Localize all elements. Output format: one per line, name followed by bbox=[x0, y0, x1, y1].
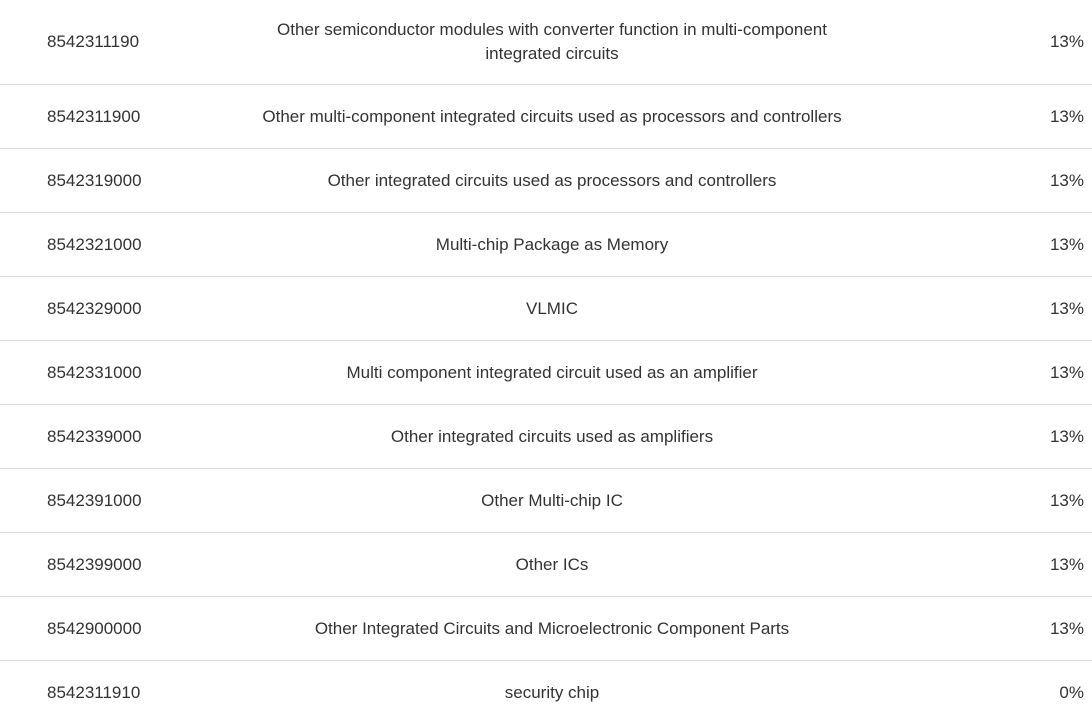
tax-rate-cell: 13% bbox=[914, 469, 1092, 533]
description-cell: Multi-chip Package as Memory bbox=[190, 213, 914, 277]
tax-rate-cell: 13% bbox=[914, 277, 1092, 341]
hs-code-cell: 8542311900 bbox=[0, 85, 190, 149]
tax-rate-cell: 13% bbox=[914, 341, 1092, 405]
hs-code-cell: 8542311910 bbox=[0, 661, 190, 724]
description-cell: security chip bbox=[190, 661, 914, 724]
description-cell: VLMIC bbox=[190, 277, 914, 341]
description-cell: Other ICs bbox=[190, 533, 914, 597]
description-cell: Other semiconductor modules with converter function in multi-component integrated circuits bbox=[190, 0, 914, 85]
hs-code-cell: 8542900000 bbox=[0, 597, 190, 661]
tax-rate-cell: 13% bbox=[914, 149, 1092, 213]
tax-rate-cell: 13% bbox=[914, 533, 1092, 597]
description-cell: Other integrated circuits used as amplifiers bbox=[190, 405, 914, 469]
table-row bbox=[0, 149, 1092, 213]
table-row bbox=[0, 213, 1092, 277]
table-row bbox=[0, 533, 1092, 597]
table-row bbox=[0, 277, 1092, 341]
hs-code-cell: 8542339000 bbox=[0, 405, 190, 469]
table-row bbox=[0, 0, 1092, 85]
hs-code-cell: 8542319000 bbox=[0, 149, 190, 213]
hs-code-cell: 8542321000 bbox=[0, 213, 190, 277]
tax-rate-cell: 13% bbox=[914, 85, 1092, 149]
tax-rate-cell: 13% bbox=[914, 0, 1092, 85]
tax-rate-cell: 13% bbox=[914, 213, 1092, 277]
tax-rate-cell: 0% bbox=[914, 661, 1092, 724]
table-row bbox=[0, 661, 1092, 724]
description-cell: Other Integrated Circuits and Microelectronic Component Parts bbox=[190, 597, 914, 661]
hs-code-cell: 8542331000 bbox=[0, 341, 190, 405]
tax-rate-cell: 13% bbox=[914, 405, 1092, 469]
table-row bbox=[0, 341, 1092, 405]
table-row bbox=[0, 469, 1092, 533]
hs-code-cell: 8542311190 bbox=[0, 0, 190, 85]
description-cell: Other multi-component integrated circuits used as processors and controllers bbox=[190, 85, 914, 149]
hs-code-cell: 8542329000 bbox=[0, 277, 190, 341]
description-cell: Other integrated circuits used as processors and controllers bbox=[190, 149, 914, 213]
description-cell: Multi component integrated circuit used as an amplifier bbox=[190, 341, 914, 405]
hs-code-cell: 8542399000 bbox=[0, 533, 190, 597]
hs-code-cell: 8542391000 bbox=[0, 469, 190, 533]
tax-rate-cell: 13% bbox=[914, 597, 1092, 661]
table-row bbox=[0, 405, 1092, 469]
table-row bbox=[0, 85, 1092, 149]
description-cell: Other Multi-chip IC bbox=[190, 469, 914, 533]
table-row bbox=[0, 597, 1092, 661]
